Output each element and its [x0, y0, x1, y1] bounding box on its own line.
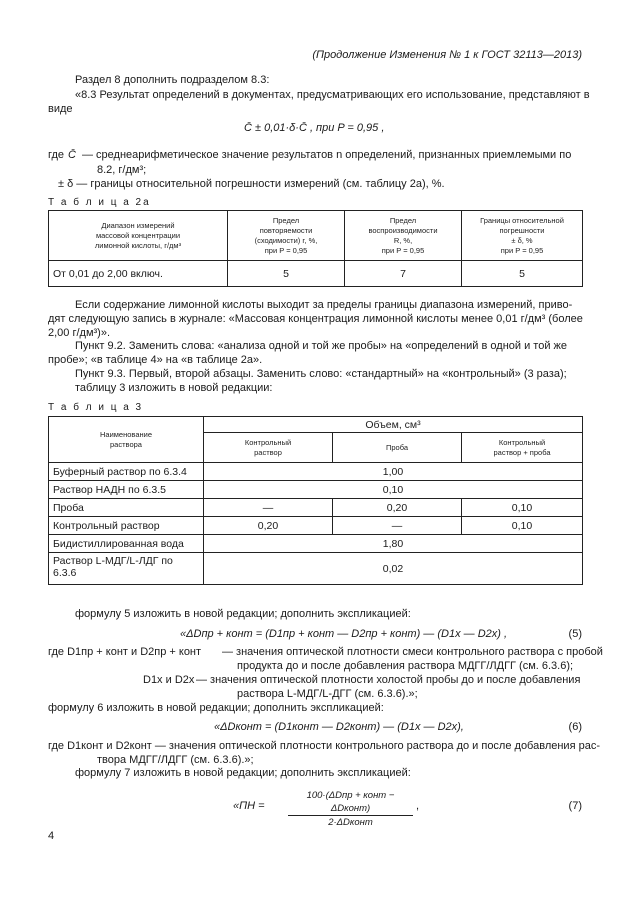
page-number: 4	[48, 830, 55, 842]
table-header-cell: Проба	[333, 433, 462, 463]
paragraph: Пункт 9.3. Первый, второй абзацы. Заменить слово: «стандартный» на «контрольный» (3 раза);	[75, 368, 567, 380]
table-caption: Т а б л и ц а 2а	[48, 197, 151, 208]
table-cell: 1,80	[204, 535, 583, 553]
table-header-cell: Контрольный раствор + проба	[462, 433, 583, 463]
paragraph: виде	[48, 103, 73, 115]
formula-number: (6)	[568, 721, 582, 733]
paragraph: формулу 6 изложить в новой редакции; дополнить экспликацией:	[48, 702, 384, 714]
explication-text: — значения оптической плотности смеси контрольного раствора с пробой	[222, 646, 603, 658]
table-row	[49, 517, 583, 535]
table-cell: От 0,01 до 2,00 включ.	[49, 261, 228, 287]
table-cell: 5	[462, 261, 583, 287]
table-cell: Проба	[49, 499, 204, 517]
table-header-cell: Наименование раствора	[49, 417, 204, 463]
formula-number: (7)	[568, 800, 582, 812]
table-row	[49, 499, 583, 517]
table-cell: 0,10	[204, 481, 583, 499]
table-cell: Раствор НАДН по 6.3.5	[49, 481, 204, 499]
paragraph: 2,00 г/дм³)».	[48, 327, 111, 339]
table-cell: —	[333, 517, 462, 535]
explication-symbols: где D1пр + конт и D2пр + конт	[48, 646, 202, 658]
formula-6: «ΔDконт = (D1конт — D2конт) — (D1x — D2x),	[214, 721, 464, 733]
where-text: 8.2, г/дм³;	[97, 164, 147, 176]
formula-number: (5)	[568, 628, 582, 640]
explication-text: продукта до и после добавления раствора МДГГ/ЛДГГ (см. 6.3.6);	[237, 660, 574, 672]
paragraph: Пункт 9.2. Заменить слова: «анализа одной и той же пробы» на «определений в одной и той же	[75, 340, 568, 352]
paragraph: формулу 5 изложить в новой редакции; дополнить экспликацией:	[75, 608, 411, 620]
paragraph: формулу 7 изложить в новой редакции; дополнить экспликацией:	[75, 767, 411, 779]
table-header-cell: Контрольный раствор	[204, 433, 333, 463]
table-cell: 5	[228, 261, 345, 287]
formula-5: «ΔDпр + конт = (D1пр + конт — D2пр + конт) — (D1x — D2x) ,	[180, 628, 508, 640]
running-header: (Продолжение Изменения № 1 к ГОСТ 32113—2013)	[312, 49, 582, 61]
table-caption: Т а б л и ц а 3	[48, 402, 144, 413]
table-header-cell: Объем, см³	[204, 417, 583, 433]
paragraph: дят следующую запись в журнале: «Массовая концентрация лимонной кислоты менее 0,01 г/дм³ (более	[48, 313, 583, 325]
table-cell: 0,02	[204, 553, 583, 585]
table-cell: 0,10	[462, 499, 583, 517]
table-header-cell: Предел повторяемости (сходимости) r, %, при P = 0,95	[228, 211, 345, 261]
table-cell: Контрольный раствор	[49, 517, 204, 535]
table-cell: 7	[345, 261, 462, 287]
formula-text: C̄ ± 0,01·δ·C̄ , при P = 0,95 ,	[244, 122, 385, 134]
formula-comma: ,	[416, 800, 420, 812]
table-cell: —	[204, 499, 333, 517]
explication-text: раствора L-МДГ/L-ДГГ (см. 6.3.6).»;	[237, 688, 418, 700]
table-row	[49, 553, 583, 585]
table-header-cell: Предел воспроизводимости R, %, при P = 0,95	[345, 211, 462, 261]
table-row	[49, 481, 583, 499]
table-cell: Раствор L-МДГ/L-ЛДГ по 6.3.6	[49, 553, 204, 585]
table-cell: Буферный раствор по 6.3.4	[49, 463, 204, 481]
explication-text: твора МДГГ/ЛДГГ (см. 6.3.6).»;	[97, 754, 254, 766]
paragraph: Раздел 8 дополнить подразделом 8.3:	[75, 74, 270, 86]
formula-7-left: «ПН =	[233, 800, 265, 812]
where-text: ± δ — границы относительной погрешности измерений (см. таблицу 2а), %.	[58, 178, 445, 190]
table-cell: Бидистиллированная вода	[49, 535, 204, 553]
fraction-denominator: 2·ΔDконт	[288, 815, 413, 829]
symbol-c: C̄	[68, 149, 76, 161]
table-row	[49, 535, 583, 553]
table-cell: 0,20	[204, 517, 333, 535]
fraction-numerator: 100·(ΔDпр + конт − ΔDконт)	[306, 790, 395, 814]
paragraph: «8.3 Результат определений в документах, предусматривающих его использование, представляют в	[75, 89, 590, 101]
table-2a	[48, 210, 583, 287]
table-3	[48, 416, 583, 585]
where-text: — среднеарифметическое значение результатов n определений, признанных приемлемыми по	[82, 149, 572, 161]
formula-result	[244, 121, 384, 135]
table-cell: 0,10	[462, 517, 583, 535]
formula-7-fraction	[288, 789, 413, 829]
where-label: где	[48, 149, 65, 161]
table-cell: 0,20	[333, 499, 462, 517]
paragraph: таблицу 3 изложить в новой редакции:	[75, 382, 273, 394]
table-cell: 1,00	[204, 463, 583, 481]
table-header-cell: Границы относительной погрешности ± δ, % при P = 0,95	[462, 211, 583, 261]
explication-text: — значения оптической плотности холостой пробы до и после добавления	[196, 674, 581, 686]
table-row	[49, 463, 583, 481]
explication-text: где D1конт и D2конт — значения оптической плотности контрольного раствора до и после добавления рас-	[48, 740, 600, 752]
paragraph: Если содержание лимонной кислоты выходит за пределы границы диапазона измерений, приво-	[75, 299, 573, 311]
paragraph: пробе»; «в таблице 4» на «в таблице 2а».	[48, 354, 263, 366]
explication-symbols: D1x и D2x	[143, 674, 195, 686]
table-header-cell: Диапазон измерений массовой концентрации лимонной кислоты, г/дм³	[49, 211, 228, 261]
